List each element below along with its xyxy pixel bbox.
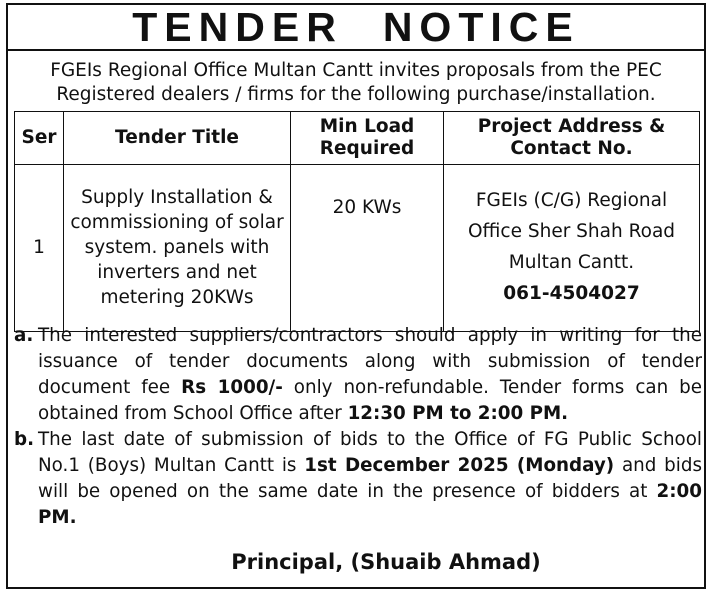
title-line: system. panels with xyxy=(84,236,270,258)
address-line: Office Sher Shah Road xyxy=(467,221,676,242)
title-line: Supply Installation & xyxy=(81,186,273,208)
clause-a-letter: a. xyxy=(14,325,34,346)
clause-a-text xyxy=(38,323,702,427)
address-line: FGEIs (C/G) Regional xyxy=(475,190,668,211)
clause-a xyxy=(14,323,702,427)
tender-fee: Rs 1000/- xyxy=(181,377,283,398)
title-line: commissioning of solar xyxy=(70,211,284,233)
intro-paragraph: FGEIs Regional Office Multan Cantt invites proposals from the PEC Registered dealers / firms for the following purchase/installation. xyxy=(50,60,662,105)
header-min-load-line1: Min Load xyxy=(319,116,415,137)
title-line: metering 20KWs xyxy=(100,286,254,308)
header-project-address xyxy=(444,112,700,165)
header-min-load-line2: Required xyxy=(319,138,415,159)
header-ser: Ser xyxy=(15,112,64,165)
clause-b-text-part1: The last date of submission of bids to the Office of FG Public School No.1 (Boys) Multan Cantt is xyxy=(38,429,702,476)
terms-list xyxy=(14,323,702,531)
clause-a-text-part2: only non-refundable. Tender forms can be obtained from School Office after xyxy=(38,377,703,424)
header-min-load xyxy=(291,112,444,165)
contact-number: 061-4504027 xyxy=(503,283,640,304)
signature: Principal, (Shuaib Ahmad) xyxy=(231,550,541,574)
address-line: Multan Cantt. xyxy=(508,252,635,273)
clause-b-letter: b. xyxy=(14,429,35,450)
table-row xyxy=(15,165,700,332)
tender-table xyxy=(14,111,700,332)
clause-a-text-part1: The interested suppliers/contractors should apply in writing for the issuance of tender documents along with submission of tender document fee xyxy=(38,325,702,398)
title-word-notice: NOTICE xyxy=(382,4,580,50)
notice-title xyxy=(8,5,704,49)
header-tender-title: Tender Title xyxy=(64,112,291,165)
clause-b xyxy=(14,427,702,531)
cell-tender-title xyxy=(64,165,291,332)
office-hours: 12:30 PM to 2:00 PM. xyxy=(347,403,569,424)
submission-date: 1st December 2025 (Monday) xyxy=(304,455,615,476)
clause-b-text xyxy=(38,427,702,531)
title-divider xyxy=(8,49,704,51)
header-address-line2: Contact No. xyxy=(510,138,633,159)
title-word-tender: TENDER xyxy=(132,4,343,50)
cell-ser: 1 xyxy=(15,165,64,332)
header-address-line1: Project Address & xyxy=(477,116,666,137)
cell-project-address xyxy=(444,165,700,332)
tender-notice xyxy=(6,3,706,589)
opening-time: 2:00 PM. xyxy=(38,481,702,528)
clause-b-text-part2: and bids will be opened on the same date in the presence of bidders at xyxy=(38,455,702,502)
title-line: inverters and net xyxy=(97,261,257,283)
table-header-row xyxy=(15,112,700,165)
cell-min-load: 20 KWs xyxy=(291,165,444,332)
